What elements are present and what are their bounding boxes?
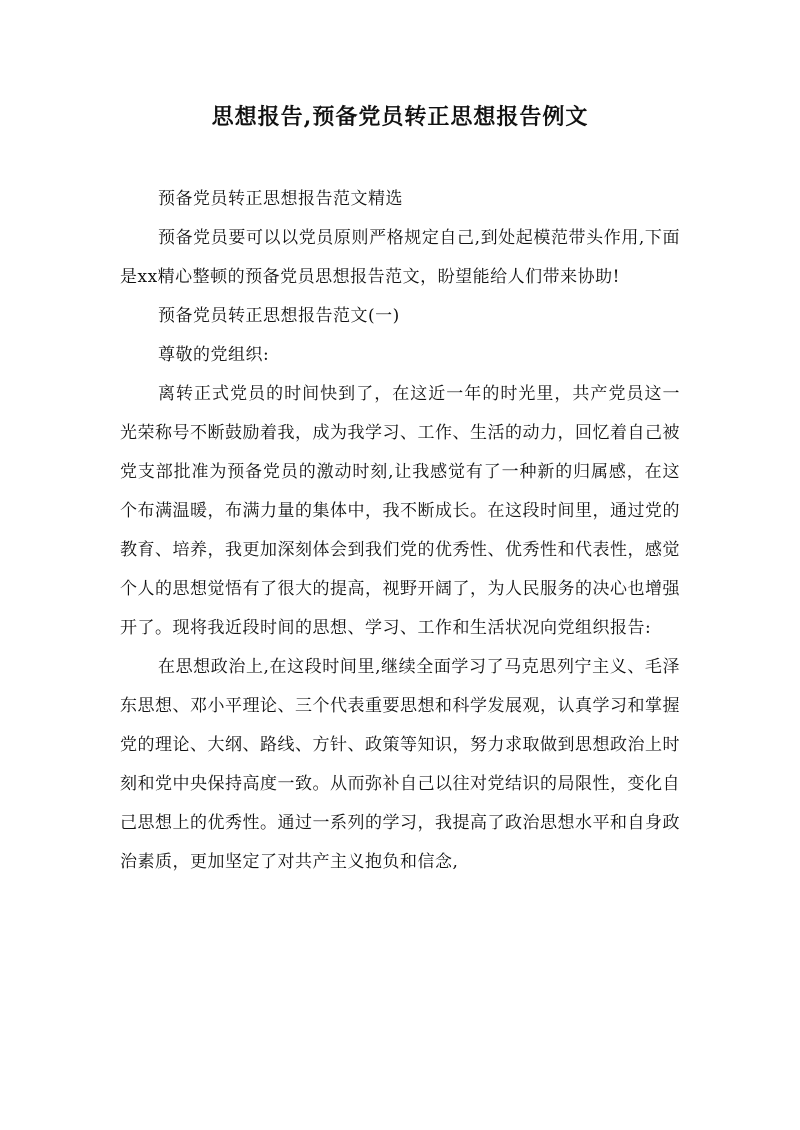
paragraph-heading-sample-one: 预备党员转正思想报告范文(一) (158, 306, 400, 326)
paragraph-opening: 离转正式党员的时间快到了，在这近一年的时光里，共产党员这一光荣称号不断鼓励着我，成为我学习、工作、生活的动力，回忆着自己被党支部批准为预备党员的激动时刻,让我感觉有了一种新的归属感，在这个布满温暖，布满力量的集体中，我不断成长。在这段时间里，通过党的教育、培养，我更加深刻体会到我们党的优秀性、优秀性和代表性，感觉个人的思想觉悟有了很大的提高，视野开阔了，为人民服务的决心也增强开了。现将我近段时间的思想、学习、工作和生活状况向党组织报告: (120, 384, 680, 638)
paragraph-heading-selection: 预备党员转正思想报告范文精选 (158, 189, 403, 209)
paragraph-salutation: 尊敬的党组织: (158, 345, 270, 365)
paragraph-political-thought: 在思想政治上,在这段时间里,继续全面学习了马克思列宁主义、毛泽东思想、邓小平理论、三个代表重要思想和科学发展观，认真学习和掌握党的理论、大纲、路线、方针、政策等知识，努力求取做到思想政治上时刻和党中央保持高度一致。从而弥补自己以往对党结识的局限性，变化自己思想上的优秀性。通过一系列的学习，我提高了政治思想水平和自身政治素质，更加坚定了对共产主义抱负和信念, (120, 657, 680, 872)
document-body (120, 180, 680, 882)
paragraph-intro: 预备党员要可以以党员原则严格规定自己,到处起模范带头作用,下面是xx精心整顿的预备党员思想报告范文，盼望能给人们带来协助! (120, 228, 680, 287)
document-title: 思想报告,预备党员转正思想报告例文 (211, 104, 589, 130)
